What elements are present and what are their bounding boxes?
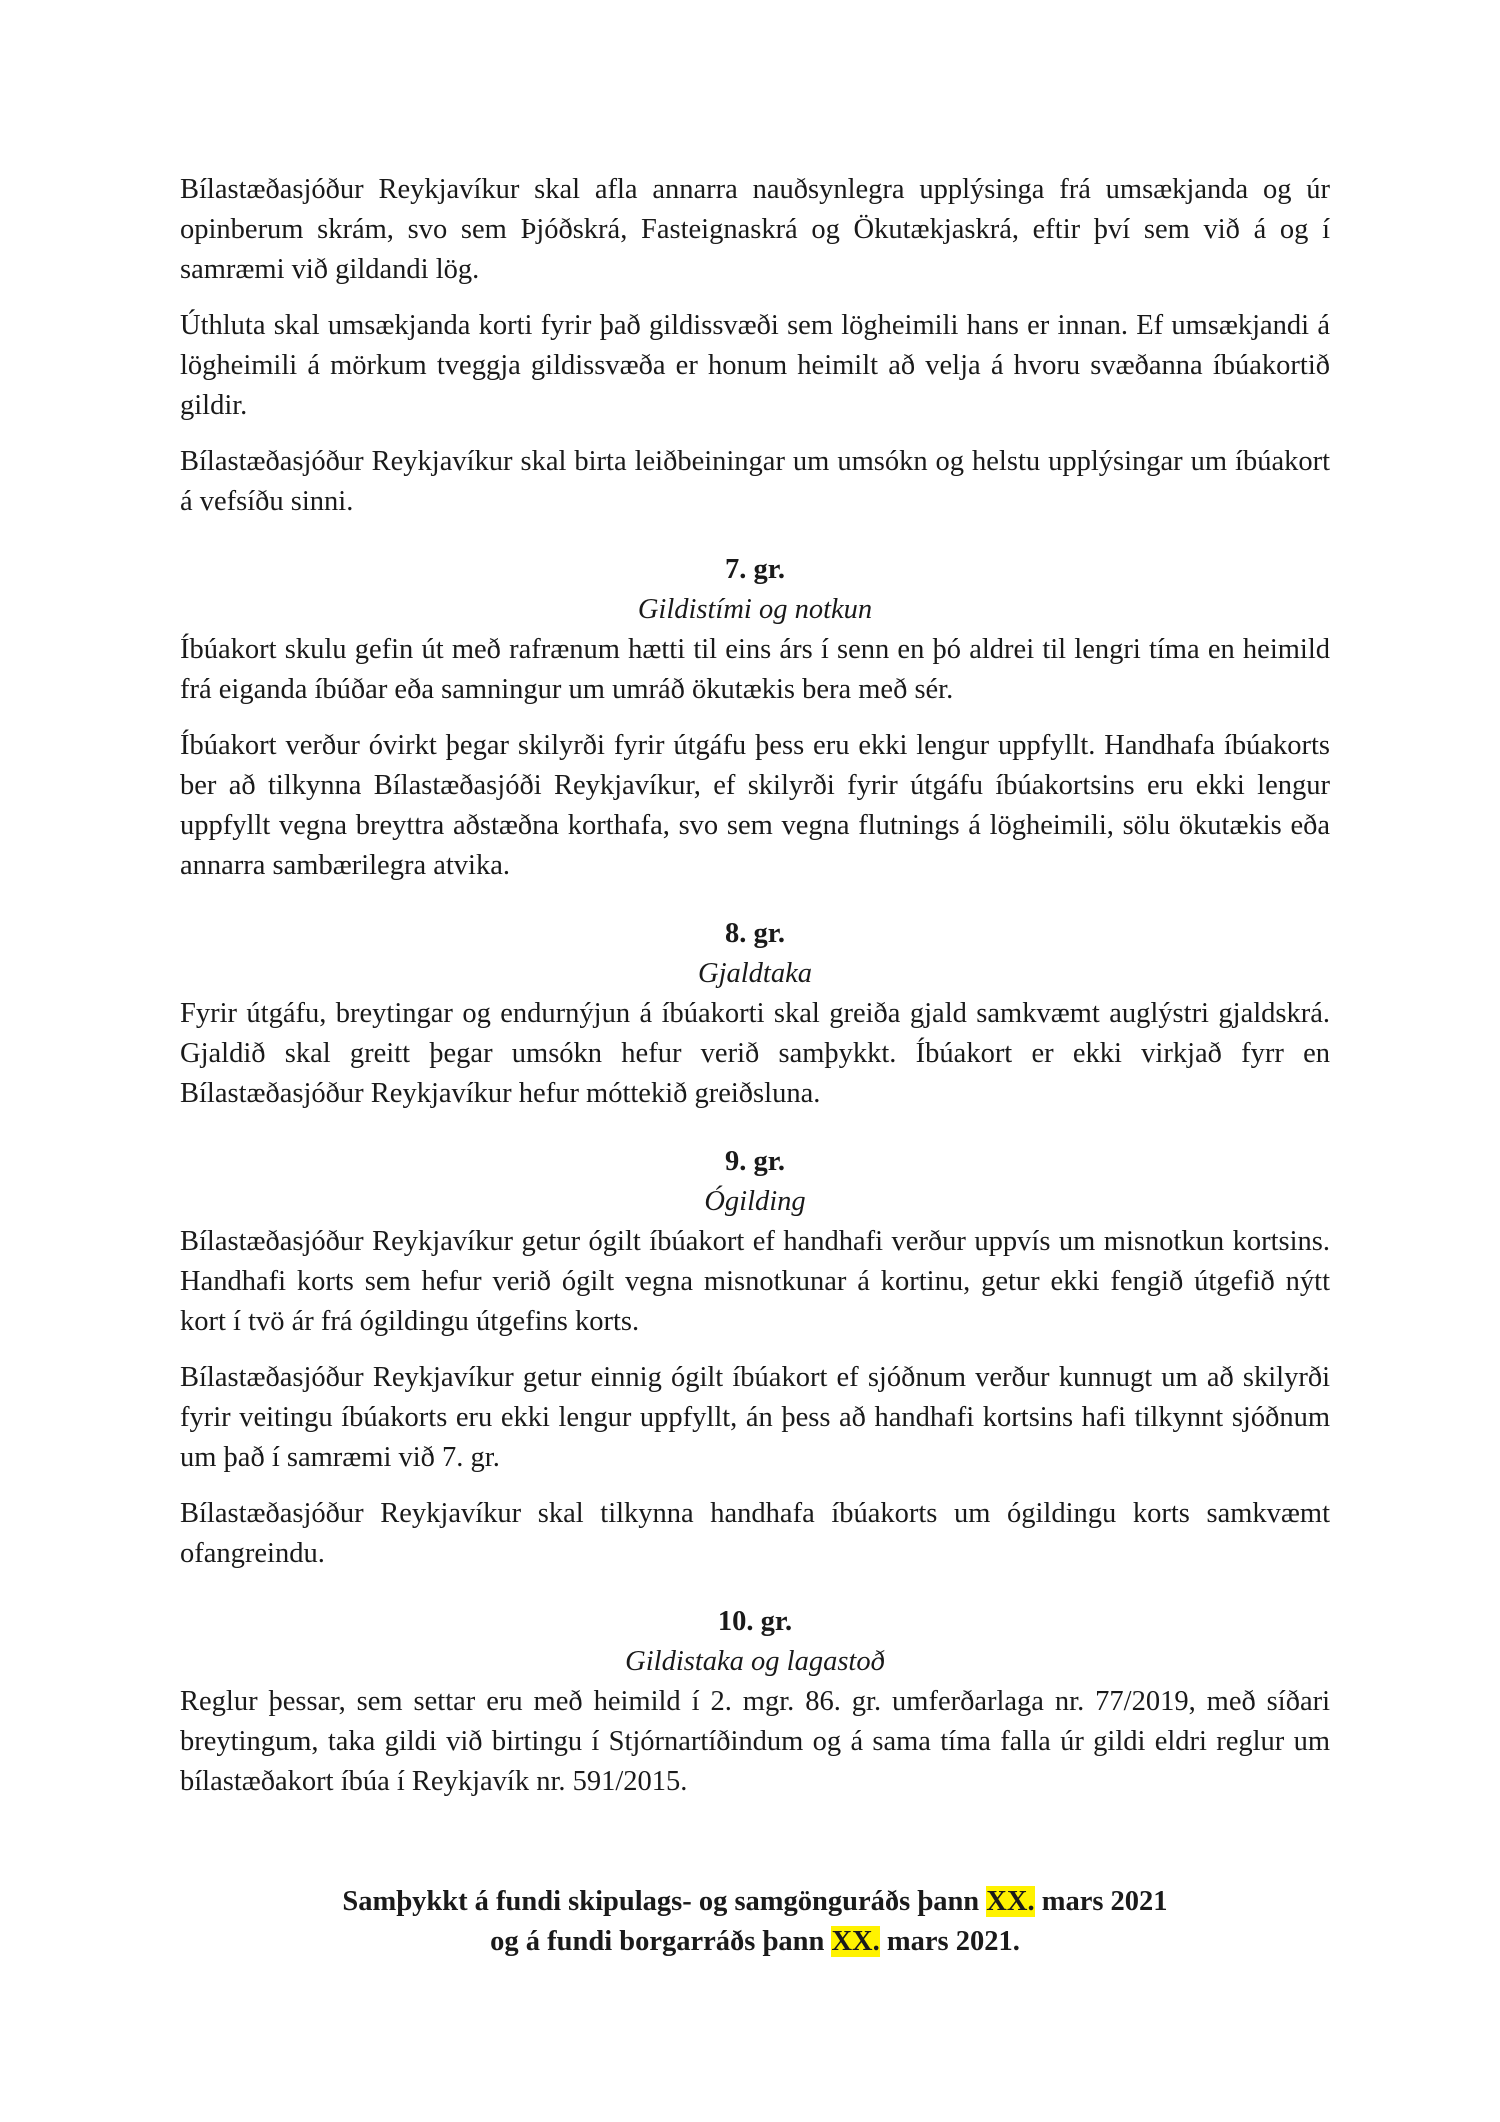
article-title: Ógilding (704, 1186, 806, 1217)
article-paragraph: Íbúakort skulu gefin út með rafrænum hætti til eins árs í senn en þó aldrei til lengri tíma en heimild frá eiganda íbúðar eða samningur um umráð ökutækis bera með sér. (180, 634, 1330, 705)
approval-statement (180, 1882, 1330, 1962)
intro-paragraph: Bílastæðasjóður Reykjavíkur skal afla annarra nauðsynlegra upplýsinga frá umsækjanda og úr opinberum skrám, svo sem Þjóðskrá, Fasteignaskrá og Ökutækjaskrá, eftir því sem við á og í samræmi við gildandi lög. (180, 174, 1330, 285)
intro-paragraph: Bílastæðasjóður Reykjavíkur skal birta leiðbeiningar um umsókn og helstu upplýsingar um íbúakort á vefsíðu sinni. (180, 446, 1330, 517)
article-title: Gildistaka og lagastoð (625, 1646, 885, 1677)
article-number: 10. gr. (717, 1606, 793, 1637)
article-paragraph: Fyrir útgáfu, breytingar og endurnýjun á íbúakorti skal greiða gjald samkvæmt auglýstri gjaldskrá. Gjaldið skal greitt þegar umsókn hefur verið samþykkt. Íbúakort er ekki virkjað fyrr en Bílastæðasjóður Reykjavíkur hefur móttekið greiðsluna. (180, 998, 1330, 1109)
approval-text: mars 2021 (1034, 1886, 1168, 1917)
document-page (180, 170, 1330, 1962)
approval-line-2 (180, 1922, 1330, 1962)
article-7 (180, 550, 1330, 886)
article-heading (180, 550, 1330, 630)
article-paragraph: Bílastæðasjóður Reykjavíkur getur einnig ógilt íbúakort ef sjóðnum verður kunnugt um að skilyrði fyrir veitingu íbúakorts eru ekki lengur uppfyllt, án þess að handhafi kortsins hafi tilkynnt sjóðnum um það í samræmi við 7. gr. (180, 1362, 1330, 1473)
approval-text: Samþykkt á fundi skipulags- og samgönguráðs þann (342, 1886, 987, 1917)
article-heading (180, 914, 1330, 994)
article-10 (180, 1602, 1330, 1802)
approval-line-1 (180, 1882, 1330, 1922)
article-paragraph: Bílastæðasjóður Reykjavíkur getur ógilt íbúakort ef handhafi verður uppvís um misnotkun kortsins. Handhafi korts sem hefur verið ógilt vegna misnotkunar á kortinu, getur ekki fengið útgefið nýtt kort í tvö ár frá ógildingu útgefins korts. (180, 1226, 1330, 1337)
article-paragraph: Íbúakort verður óvirkt þegar skilyrði fyrir útgáfu þess eru ekki lengur uppfyllt. Handhafa íbúakorts ber að tilkynna Bílastæðasjóði Reykjavíkur, ef skilyrði fyrir útgáfu íbúakortsins eru ekki lengur uppfyllt vegna breyttra aðstæðna korthafa, svo sem vegna flutnings á lögheimili, sölu ökutækis eða annarra sambærilegra atvika. (180, 730, 1330, 881)
article-8 (180, 914, 1330, 1114)
approval-text: og á fundi borgarráðs þann (490, 1926, 832, 1957)
article-paragraph: Bílastæðasjóður Reykjavíkur skal tilkynna handhafa íbúakorts um ógildingu korts samkvæmt ofangreindu. (180, 1498, 1330, 1569)
approval-text: mars 2021. (879, 1926, 1020, 1957)
article-number: 9. gr. (725, 1146, 785, 1177)
article-title: Gjaldtaka (698, 958, 812, 989)
article-number: 8. gr. (725, 918, 785, 949)
intro-paragraph: Úthluta skal umsækjanda korti fyrir það gildissvæði sem lögheimili hans er innan. Ef umsækjandi á lögheimili á mörkum tveggja gildissvæða er honum heimilt að velja á hvoru svæðanna íbúakortið gildir. (180, 310, 1330, 421)
article-title: Gildistími og notkun (637, 594, 873, 625)
highlighted-placeholder: XX. (831, 1926, 880, 1957)
article-heading (180, 1142, 1330, 1222)
article-paragraph: Reglur þessar, sem settar eru með heimild í 2. mgr. 86. gr. umferðarlaga nr. 77/2019, með síðari breytingum, taka gildi við birtingu í Stjórnartíðindum og á sama tíma falla úr gildi eldri reglur um bílastæðakort íbúa í Reykjavík nr. 591/2015. (180, 1686, 1330, 1797)
article-number: 7. gr. (725, 554, 785, 585)
article-9 (180, 1142, 1330, 1574)
article-heading (180, 1602, 1330, 1682)
highlighted-placeholder: XX. (986, 1886, 1035, 1917)
